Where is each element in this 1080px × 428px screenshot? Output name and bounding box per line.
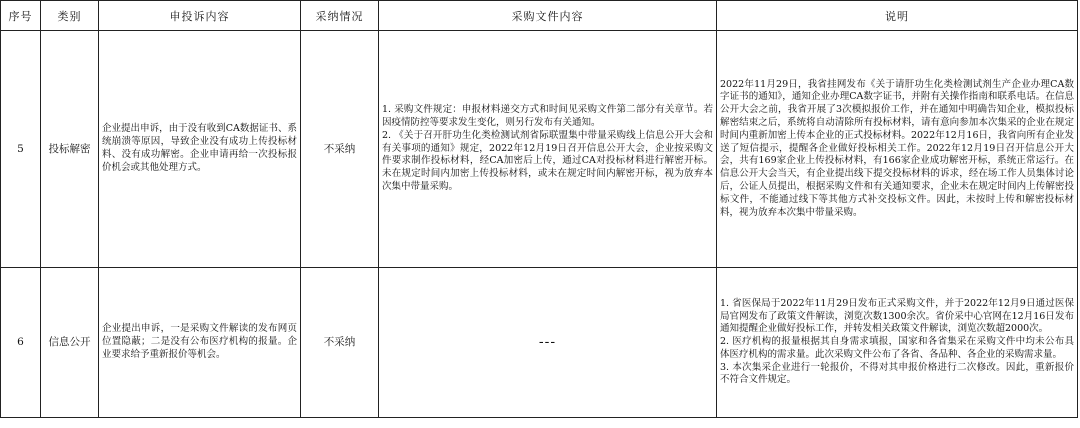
row-adoption: 不采纳	[301, 31, 379, 268]
procurement-item: 1. 采购文件规定：申报材料递交方式和时间见采购文件第二部分有关章节。若因疫情防控等要求发生变化，则另行发布有关通知。	[382, 104, 713, 128]
row-complaint: 企业提出申诉，一是采购文件解读的发布网页位置隐蔽；二是没有公布医疗机构的报量。企业要求给予重新报价等机会。	[99, 268, 301, 418]
row-procurement	[379, 31, 717, 268]
table-header-row	[1, 1, 1078, 31]
header-no: 序号	[1, 1, 41, 31]
header-procurement: 采购文件内容	[379, 1, 717, 31]
row-adoption: 不采纳	[301, 268, 379, 418]
row-number: 6	[1, 268, 41, 418]
row-category: 信息公开	[41, 268, 99, 418]
explanation-item: 2. 医疗机构的报量根据其自身需求填报，国家和各省集采在采购文件中均未公布具体医疗机构的需求量。此次采购文件公布了各省、各品种、各企业的采购需求量。	[720, 336, 1074, 360]
row-number: 5	[1, 31, 41, 268]
row-procurement-dash: ---	[379, 268, 717, 418]
row-explanation: 2022年11月29日，我省挂网发布《关于请肝功生化类检测试剂生产企业办理CA数字证书的通知》，通知企业办理CA数字证书，并附有关操作指南和联系电话。在信息公开大会之前，我省开展了3次模拟报价工作，并在通知中明确告知企业，模拟投标解密结束之后，系统将自动清除所有投标材料，请有意向参加本次集采的企业在规定时间内重新加密上传本企业的正式投标材料。2022年12月16日，我省向所有企业发送了短信提示，提醒各企业做好投标相关工作。2022年12月19日召开信息公开大会，共有169家企业上传投标材料，有166家企业成功解密开标，系统正常运行。在信息公开大会当天，有企业提出线下提交投标材料的诉求，经在场工作人员集体讨论后，公证人员提出，根据采购文件和有关通知要求，企业未在规定时间内上传解密投标文件，不能通过线下等其他方式补交投标文件。因此，未按时上传和解密投标材料，视为放弃本次集中带量采购。	[717, 31, 1078, 268]
table-row	[1, 268, 1078, 418]
table-row	[1, 31, 1078, 268]
header-explanation: 说明	[717, 1, 1078, 31]
explanation-item: 1. 省医保局于2022年11月29日发布正式采购文件，并于2022年12月9日通过医保局官网发布了政策文件解读，浏览次数1300余次。省价采中心官网在12月16日发布通知提醒企业做好投标工作，并转发相关政策文件解读，浏览次数超2000次。	[720, 297, 1074, 335]
header-category: 类别	[41, 1, 99, 31]
procurement-item: 2. 《关于召开肝功生化类检测试剂省际联盟集中带量采购线上信息公开大会和有关事项的通知》规定，2022年12月19日召开信息公开大会，企业按采购文件要求制作投标材料，经CA加密后上传，通过CA对投标材料进行解密开标。未在规定时间内加密上传投标材料，或未在规定时间内解密开标，视为放弃本次集中带量采购。	[382, 129, 713, 192]
header-complaint: 申投诉内容	[99, 1, 301, 31]
header-adoption: 采纳情况	[301, 1, 379, 31]
row-category: 投标解密	[41, 31, 99, 268]
row-complaint: 企业提出申诉，由于没有收到CA数据证书、系统崩溃等原因，导致企业没有成功上传投标材料、没有成功解密。企业申请再给一次投标报价机会或其他处理方式。	[99, 31, 301, 268]
row-explanation	[717, 268, 1078, 418]
explanation-item: 3. 本次集采企业进行一轮报价，不得对其申报价格进行二次修改。因此，重新报价不符合文件规定。	[720, 361, 1074, 386]
